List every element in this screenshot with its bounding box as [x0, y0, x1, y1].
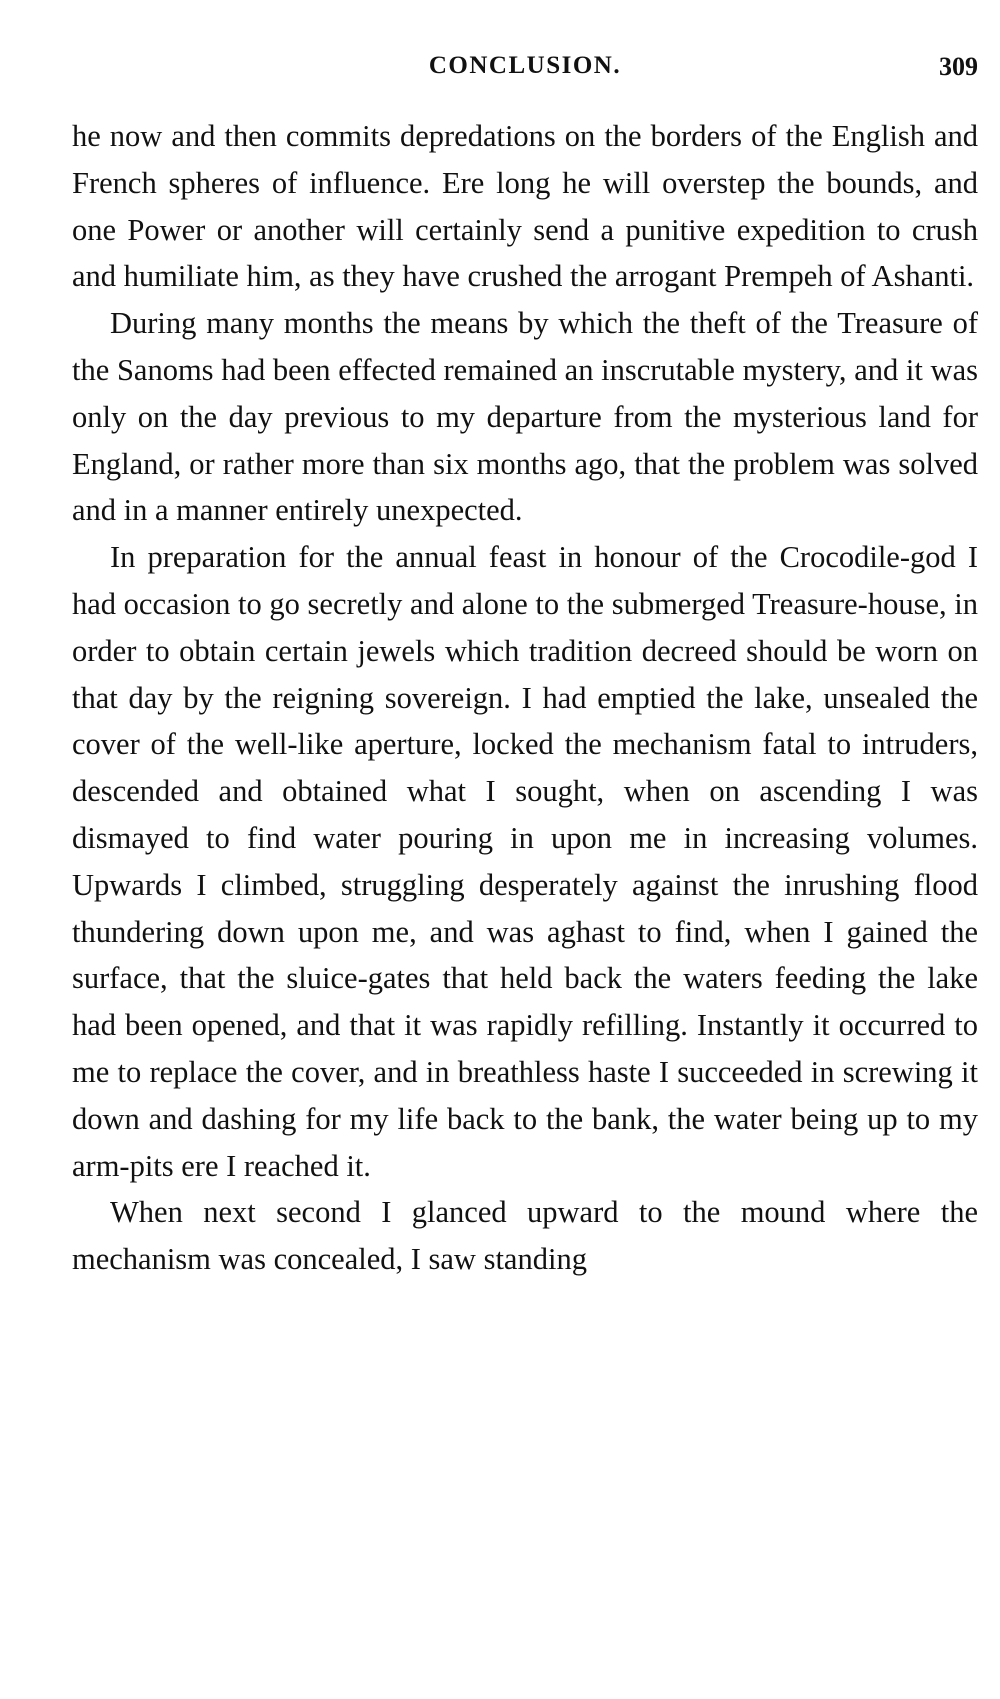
body-text	[72, 113, 978, 1283]
paragraph: In preparation for the annual feast in honour of the Crocodile-god I had occasion to go secretly and alone to the submerged Treasure-house, in order to obtain certain jewels which tradition decreed should be worn on that day by the reigning sovereign. I had emptied the lake, unsealed the cover of the well-like aperture, locked the mechanism fatal to intruders, descended and obtained what I sought, when on ascending I was dismayed to find water pouring in upon me in increasing volumes. Upwards I climbed, struggling desperately against the inrushing flood thundering down upon me, and was aghast to find, when I gained the surface, that the sluice-gates that held back the waters feeding the lake had been opened, and that it was rapidly refilling. Instantly it occurred to me to replace the cover, and in breathless haste I succeeded in screwing it down and dashing for my life back to the bank, the water being up to my arm-pits ere I reached it.	[72, 540, 978, 1183]
page-number: 309	[939, 52, 978, 81]
paragraph-continued: he now and then commits depredations on the borders of the English and French spheres of influence. Ere long he will overstep the bounds, and one Power or another will certainly send a punitive expedition to crush and humiliate him, as they have crushed the arrogant Prempeh of Ashanti.	[72, 119, 978, 294]
running-title: CONCLUSION.	[428, 52, 622, 79]
paragraph: During many months the means by which the theft of the Treasure of the Sanoms had been effected remained an inscrutable mystery, and it was only on the day previous to my departure from the mysterious land for England, or rather more than six months ago, that the problem was solved and in a manner entirely unexpected.	[72, 306, 978, 528]
running-head	[72, 52, 978, 92]
paragraph: When next second I glanced upward to the mound where the mechanism was concealed, I saw standing	[72, 1195, 978, 1277]
